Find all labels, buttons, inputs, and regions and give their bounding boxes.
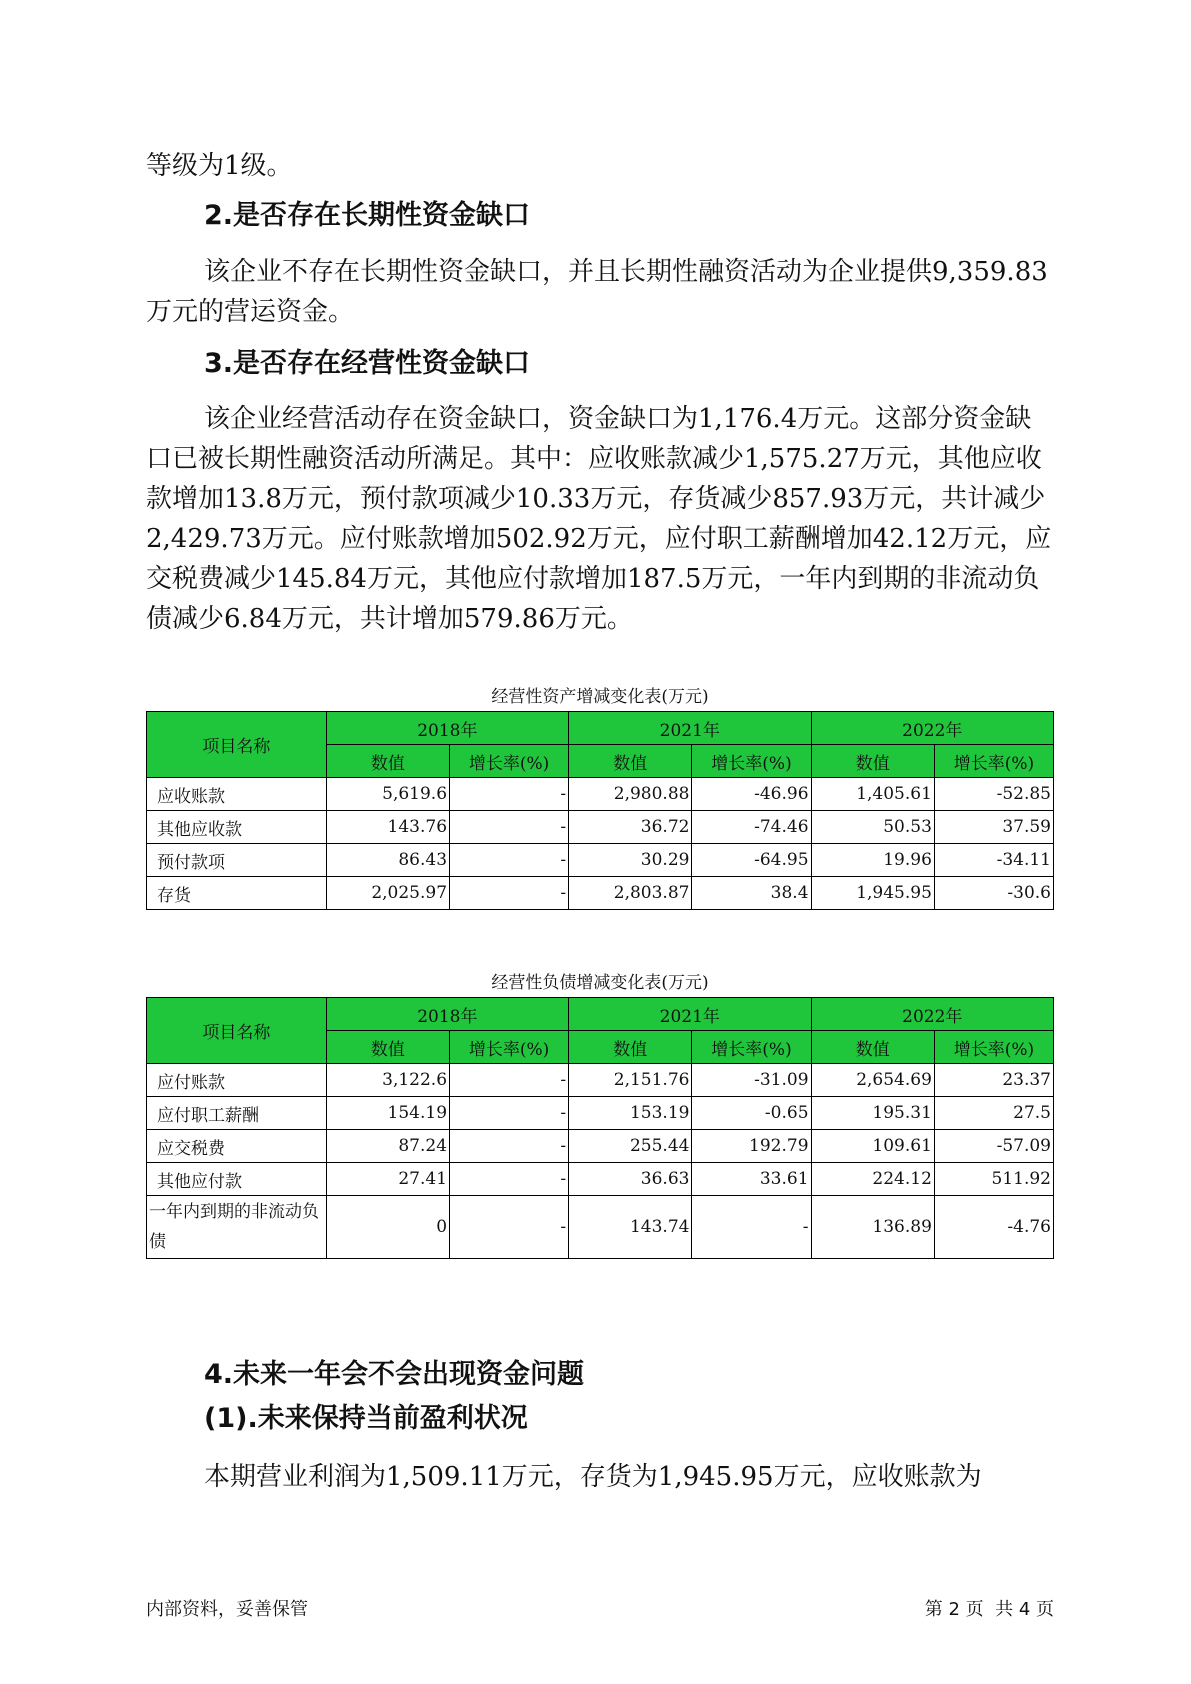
cell-rate: -0.65 (692, 1097, 811, 1130)
paragraph-level: 等级为1级。 (146, 151, 293, 181)
cell-rate: 511.92 (934, 1163, 1053, 1196)
subheader-rate: 增长率(%) (450, 745, 569, 778)
cell-value: 2,980.88 (569, 778, 692, 811)
cell-rate: -4.76 (934, 1196, 1053, 1259)
paragraph-operating-profit: 本期营业利润为1,509.11万元，存货为1,945.95万元，应收账款为 (204, 1462, 982, 1492)
cell-rate: 33.61 (692, 1163, 811, 1196)
cell-value: 2,151.76 (569, 1064, 692, 1097)
cell-value: 143.74 (569, 1196, 692, 1259)
cell-value: 2,654.69 (811, 1064, 934, 1097)
cell-rate: 192.79 (692, 1130, 811, 1163)
subheader-rate: 增长率(%) (692, 1031, 811, 1064)
table-header-row (147, 998, 1054, 1031)
table-row (147, 811, 1054, 844)
subheader-rate: 增长率(%) (692, 745, 811, 778)
cell-rate: 27.5 (934, 1097, 1053, 1130)
cell-rate: - (450, 877, 569, 910)
subheader-value: 数值 (326, 1031, 449, 1064)
table-row (147, 844, 1054, 877)
cell-value: 27.41 (326, 1163, 449, 1196)
heading-next-year-funding: 4.未来一年会不会出现资金问题 (204, 1359, 585, 1390)
cell-value: 36.72 (569, 811, 692, 844)
cell-rate: - (450, 1097, 569, 1130)
cell-value: 195.31 (811, 1097, 934, 1130)
cell-value: 30.29 (569, 844, 692, 877)
cell-rate: 23.37 (934, 1064, 1053, 1097)
row-label: 其他应付款 (147, 1163, 327, 1196)
cell-value: 1,405.61 (811, 778, 934, 811)
cell-rate: - (450, 1064, 569, 1097)
cell-value: 86.43 (326, 844, 449, 877)
table-operating-liabilities (146, 997, 1054, 1259)
row-label: 应付账款 (147, 1064, 327, 1097)
header-year-2021: 2021年 (569, 998, 811, 1031)
cell-value: 5,619.6 (326, 778, 449, 811)
cell-rate: -30.6 (934, 877, 1053, 910)
paragraph-operating-gap: 该企业经营活动存在资金缺口，资金缺口为1,176.4万元。这部分资金缺口已被长期性融资活动所满足。其中：应收账款减少1,575.27万元，其他应收款增加13.8万元，预付款项减少10.33万元，存货减少857.93万元，共计减少2,429.73万元。应付账款增加502.92万元，应付职工薪酬增加42.12万元，应交税费减少145.84万元，其他应付款增加187.5万元，一年内到期的非流动负债减少6.84万元，共计增加579.86万元。 (146, 404, 1052, 634)
subheader-value: 数值 (569, 745, 692, 778)
row-label: 一年内到期的非流动负债 (147, 1196, 327, 1259)
table-row (147, 877, 1054, 910)
cell-value: 3,122.6 (326, 1064, 449, 1097)
header-year-2022: 2022年 (811, 712, 1053, 745)
row-label: 预付款项 (147, 844, 327, 877)
table-row (147, 1097, 1054, 1130)
table-row (147, 1064, 1054, 1097)
cell-rate: - (450, 1196, 569, 1259)
footer-page-number: 第 2 页 共 4 页 (924, 1599, 1054, 1620)
cell-value: 255.44 (569, 1130, 692, 1163)
header-year-2018: 2018年 (326, 712, 568, 745)
cell-value: 224.12 (811, 1163, 934, 1196)
row-label: 存货 (147, 877, 327, 910)
table-operating-assets (146, 711, 1054, 910)
header-item-name: 项目名称 (147, 712, 327, 778)
cell-rate: -64.95 (692, 844, 811, 877)
cell-rate: - (450, 1163, 569, 1196)
header-year-2018: 2018年 (326, 998, 568, 1031)
cell-rate: - (450, 1130, 569, 1163)
heading-keep-current-profit: (1).未来保持当前盈利状况 (204, 1403, 528, 1434)
cell-rate: - (692, 1196, 811, 1259)
row-label: 其他应收款 (147, 811, 327, 844)
cell-rate: -34.11 (934, 844, 1053, 877)
cell-value: 143.76 (326, 811, 449, 844)
table-row (147, 1163, 1054, 1196)
row-label: 应付职工薪酬 (147, 1097, 327, 1130)
table-header-row (147, 712, 1054, 745)
cell-value: 19.96 (811, 844, 934, 877)
cell-value: 0 (326, 1196, 449, 1259)
cell-rate: 37.59 (934, 811, 1053, 844)
table-row (147, 1196, 1054, 1259)
cell-rate: - (450, 778, 569, 811)
footer-confidential: 内部资料，妥善保管 (146, 1599, 308, 1620)
cell-value: 2,803.87 (569, 877, 692, 910)
subheader-value: 数值 (811, 1031, 934, 1064)
cell-value: 1,945.95 (811, 877, 934, 910)
cell-value: 154.19 (326, 1097, 449, 1130)
table-assets-caption: 经营性资产增减变化表(万元) (491, 687, 709, 707)
cell-rate: -31.09 (692, 1064, 811, 1097)
cell-rate: - (450, 811, 569, 844)
cell-value: 2,025.97 (326, 877, 449, 910)
table-liabilities-caption: 经营性负债增减变化表(万元) (491, 973, 709, 993)
cell-value: 36.63 (569, 1163, 692, 1196)
cell-rate: -46.96 (692, 778, 811, 811)
row-label: 应收账款 (147, 778, 327, 811)
heading-long-term-gap: 2.是否存在长期性资金缺口 (204, 200, 531, 231)
subheader-value: 数值 (569, 1031, 692, 1064)
header-year-2022: 2022年 (811, 998, 1053, 1031)
cell-rate: -57.09 (934, 1130, 1053, 1163)
subheader-rate: 增长率(%) (450, 1031, 569, 1064)
cell-value: 136.89 (811, 1196, 934, 1259)
cell-value: 109.61 (811, 1130, 934, 1163)
cell-rate: -52.85 (934, 778, 1053, 811)
cell-rate: 38.4 (692, 877, 811, 910)
row-label: 应交税费 (147, 1130, 327, 1163)
subheader-rate: 增长率(%) (934, 745, 1053, 778)
header-item-name: 项目名称 (147, 998, 327, 1064)
subheader-value: 数值 (811, 745, 934, 778)
cell-rate: -74.46 (692, 811, 811, 844)
header-year-2021: 2021年 (569, 712, 811, 745)
cell-value: 153.19 (569, 1097, 692, 1130)
cell-value: 50.53 (811, 811, 934, 844)
cell-value: 87.24 (326, 1130, 449, 1163)
subheader-rate: 增长率(%) (934, 1031, 1053, 1064)
cell-rate: - (450, 844, 569, 877)
table-row (147, 1130, 1054, 1163)
table-row (147, 778, 1054, 811)
subheader-value: 数值 (326, 745, 449, 778)
heading-operating-gap: 3.是否存在经营性资金缺口 (204, 348, 531, 379)
paragraph-long-term-gap: 该企业不存在长期性资金缺口，并且长期性融资活动为企业提供9,359.83万元的营运资金。 (146, 257, 1048, 327)
